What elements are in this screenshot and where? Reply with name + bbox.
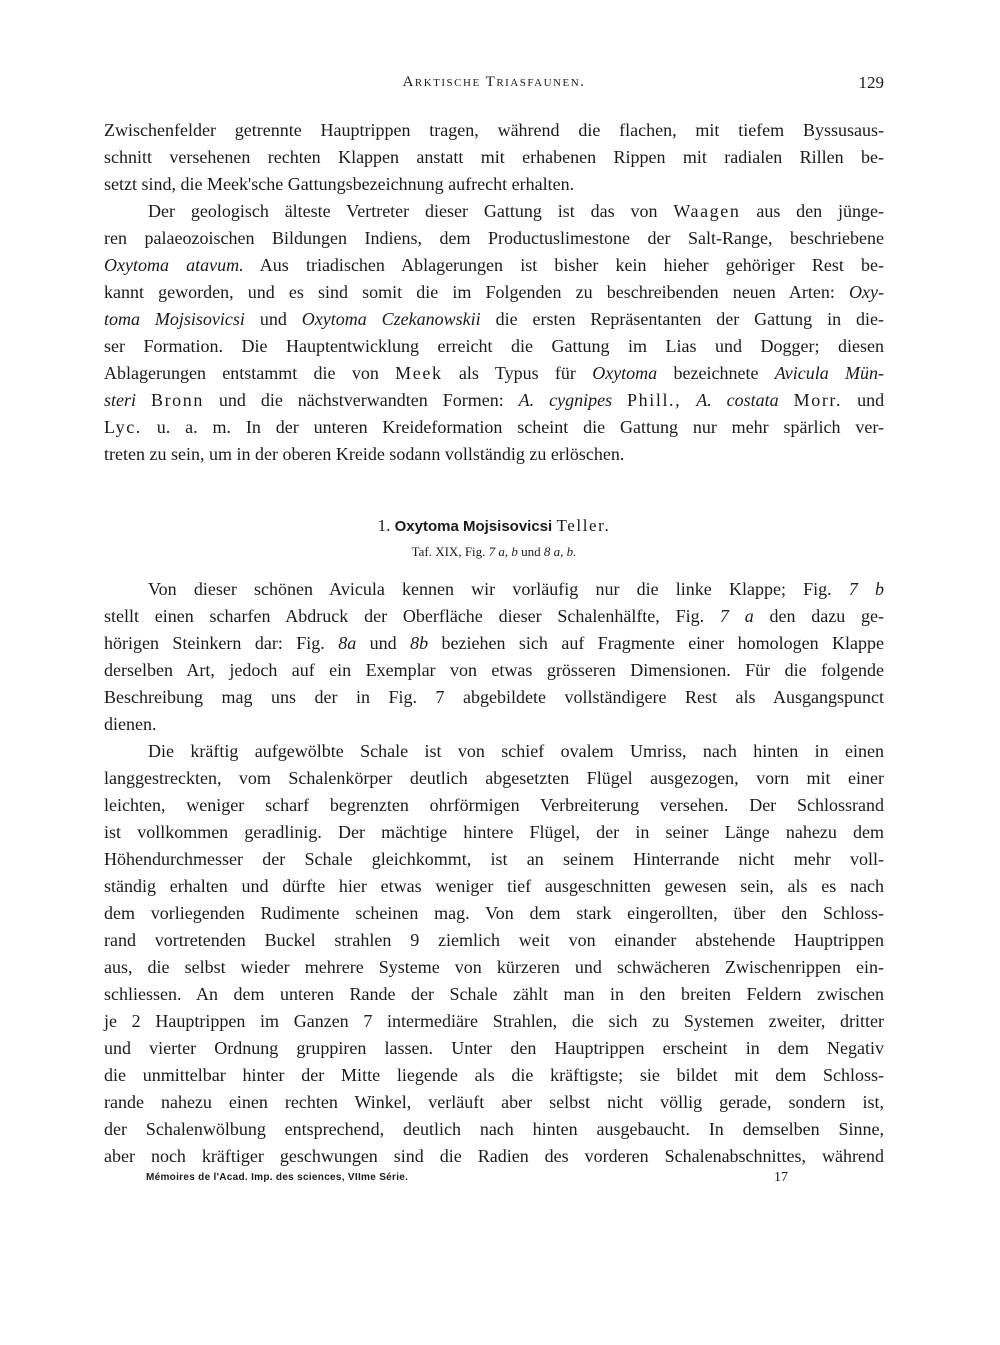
text-line: steri Bronn und die nächstverwandten Formen: A. cygnipes Phill., A. costata Morr. und: [104, 390, 885, 410]
figure-ref: 7 b: [848, 579, 885, 599]
author-name: Morr.: [793, 390, 843, 410]
figure-ref: 8b: [410, 633, 429, 653]
taxon-name: steri: [104, 390, 137, 410]
text-line: kannt geworden, und es sind somit die im Folgenden zu beschreibenden neuen Arten: Oxy-: [104, 282, 885, 302]
text-line: Von dieser schönen Avicula kennen wir vorläufig nur die linke Klappe; Fig. 7 b: [148, 579, 885, 599]
text-line: Beschreibung mag uns der in Fig. 7 abgebildete vollständigere Rest als Ausgangspunct: [104, 687, 884, 707]
text-line: stellt einen scharfen Abdruck der Oberfläche dieser Schalenhälfte, Fig. 7 a den dazu ge-: [104, 606, 885, 626]
taxon-name: A. costata: [696, 390, 779, 410]
text-line: und vierter Ordnung gruppiren lassen. Unter den Hauptrippen erscheint in dem Negativ: [104, 1038, 884, 1058]
taxon-name: Oxy-: [849, 282, 885, 302]
page-number: 129: [858, 73, 884, 92]
text-line: langgestreckten, vom Schalenkörper deutlich abgesetzten Flügel ausgezogen, vorn mit einer: [104, 768, 884, 788]
page-header: [104, 74, 884, 98]
page-footer: [146, 1172, 796, 1192]
species-name: Oxytoma Mojsisovicsi: [394, 518, 553, 535]
author-name: Phill.,: [627, 390, 682, 410]
taxon-name: Avicula Mün-: [774, 363, 885, 383]
text-line: schliessen. An dem unteren Rande der Schale zählt man in den breiten Feldern zwischen: [104, 984, 884, 1004]
text-line: je 2 Hauptrippen im Ganzen 7 intermediäre Strahlen, die sich zu Systemen zweiter, dritter: [104, 1011, 884, 1031]
text-line: schnitt versehenen rechten Klappen anstatt mit erhabenen Rippen mit radialen Rillen be-: [104, 147, 884, 167]
text-line: treten zu sein, um in der oberen Kreide sodann vollständig zu erlöschen.: [104, 444, 625, 464]
text-line: dem vorliegenden Rudimente scheinen mag. Von dem stark eingerollten, über den Schloss-: [104, 903, 884, 923]
text-line: aus, die selbst wieder mehrere Systeme von kürzeren und schwächeren Zwischenrippen ein-: [104, 957, 884, 977]
text-line: ist vollkommen geradlinig. Der mächtige hintere Flügel, der in seiner Länge nahezu dem: [104, 822, 884, 842]
text-line: ren palaeozoischen Bildungen Indiens, dem Productuslimestone der Salt-Range, beschriebene: [104, 228, 884, 248]
figure-ref: 8a: [338, 633, 357, 653]
text-line: der Schalenwölbung entsprechend, deutlich nach hinten ausgebaucht. In demselben Sinne,: [104, 1119, 884, 1139]
publication-note: Mémoires de l'Acad. Imp. des sciences, VIIme Série.: [146, 1172, 409, 1183]
running-title: Arktische Triasfaunen.: [402, 74, 586, 90]
text-line: leichten, weniger scharf begrenzten ohrförmigen Verbreiterung versehen. Der Schlossrand: [104, 795, 884, 815]
text-line: Zwischenfelder getrennte Hauptrippen tragen, während die flachen, mit tiefem Byssusaus-: [104, 120, 884, 140]
taxon-name: A. cygnipes: [518, 390, 613, 410]
species-author: Teller.: [556, 516, 611, 535]
text-line: dienen.: [104, 714, 157, 734]
text-line: Die kräftig aufgewölbte Schale ist von schief ovalem Umriss, nach hinten in einen: [148, 741, 884, 761]
species-heading: [104, 514, 884, 539]
taxon-name: toma Mojsisovicsi: [104, 309, 245, 329]
figure-ref: 7 a: [719, 606, 754, 626]
author-name: Bronn: [150, 390, 204, 410]
text-line: ser Formation. Die Hauptentwicklung erreicht die Gattung im Lias und Dogger; diesen: [104, 336, 884, 356]
text-line: setzt sind, die Meek'sche Gattungsbezeichnung aufrecht erhalten.: [104, 174, 575, 194]
plate-reference: Taf. XIX, Fig. 7 a, b und 8 a, b.: [411, 544, 577, 559]
text-line: Höhendurchmesser der Schale gleichkommt, ist an seinem Hinterrande nicht mehr voll-: [104, 849, 884, 869]
text-line: derselben Art, jedoch auf ein Exemplar von etwas grösseren Dimensionen. Für die folgende: [104, 660, 884, 680]
taxon-name: Oxytoma: [592, 363, 658, 383]
text-line: Ablagerungen entstammt die von Meek als Typus für Oxytoma bezeichnete Avicula Mün-: [104, 363, 885, 383]
species-number: 1.: [377, 516, 391, 535]
text-line: hörigen Steinkern dar: Fig. 8a und 8b beziehen sich auf Fragmente einer homologen Klappe: [104, 633, 885, 653]
text-line: ständig erhalten und dürfte hier etwas weniger tief ausgeschnitten gewesen sein, als es nach: [104, 876, 884, 896]
text-line: aber noch kräftiger geschwungen sind die Radien des vorderen Schalenabschnittes, während: [104, 1146, 884, 1166]
signature-mark: 17: [774, 1170, 788, 1185]
text-line: toma Mojsisovicsi und Oxytoma Czekanowskii die ersten Repräsentanten der Gattung in die-: [104, 309, 884, 329]
taxon-name: Oxytoma atavum.: [104, 255, 244, 275]
text-line: die unmittelbar hinter der Mitte liegende als die kräftigste; sie bildet mit dem Schloss-: [104, 1065, 884, 1085]
text-line: Der geologisch älteste Vertreter dieser Gattung ist das von Waagen aus den jünge-: [148, 201, 885, 221]
text-line: Lyc. u. a. m. In der unteren Kreideformation scheint die Gattung nur mehr spärlich ver-: [104, 417, 885, 437]
text-line: rande nahezu einen rechten Winkel, verläuft aber selbst nicht völlig gerade, sondern ist,: [104, 1092, 884, 1112]
author-name: Waagen: [673, 201, 741, 221]
text-line: rand vortretenden Buckel strahlen 9 ziemlich weit von einander abstehende Hauptrippen: [104, 930, 884, 950]
taxon-name: Oxytoma Czekanowskii: [301, 309, 481, 329]
text-line: Oxytoma atavum. Aus triadischen Ablagerungen ist bisher kein hieher gehöriger Rest be-: [104, 255, 885, 275]
author-name: Lyc.: [104, 417, 142, 437]
author-name: Meek: [395, 363, 443, 383]
